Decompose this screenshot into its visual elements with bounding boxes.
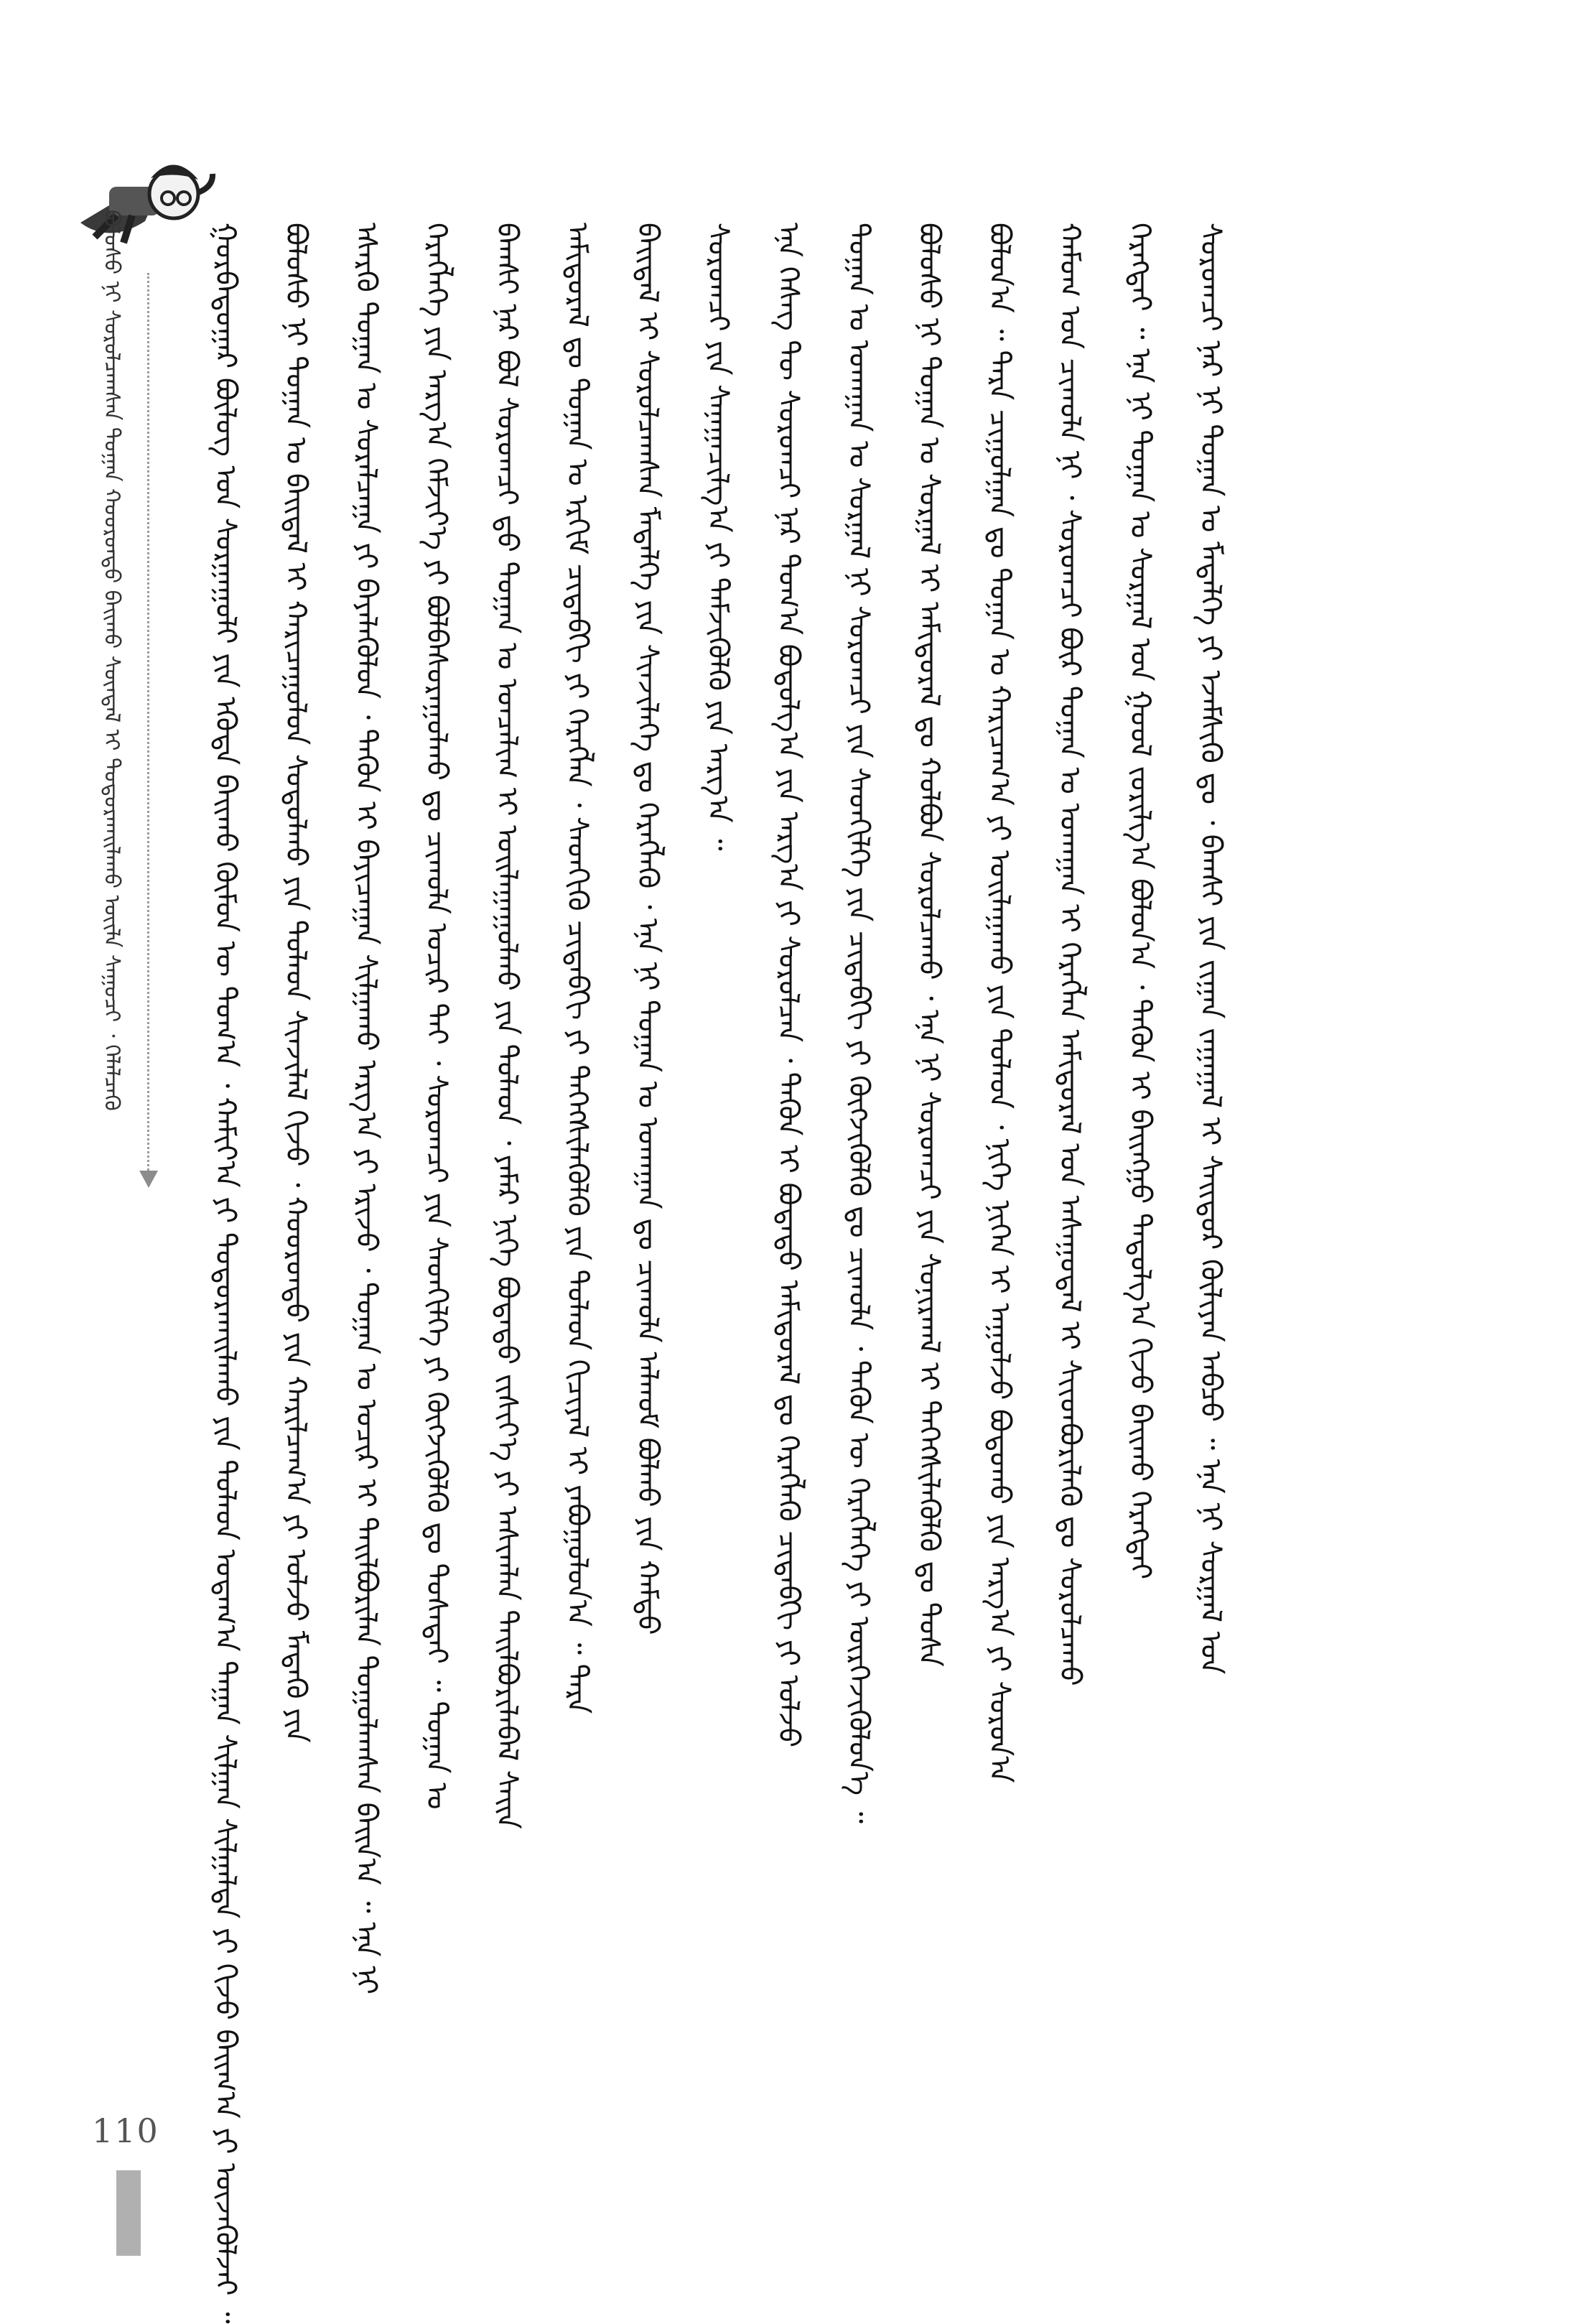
text-column [490,223,540,2097]
column-line: ᠠᠮᠢᠳᠤᠷᠠᠯ ᠳᠤ ᠲᠣᠭᠠᠨ ᠤ ᠡᠷᠬᠢᠮ ᠴᠢᠳᠠᠪᠬᠢ ᠶᠢ ᠬᠡᠷᠡᠭᠯᠡᠨ ᠂ ᠰᠡᠳᠬᠢᠬᠦ ᠴᠢᠳᠠᠪᠬᠢ ᠶᠢ ᠳᠡᠭᠡᠭᠰᠢᠯᠡᠭᠦᠯᠬᠦ ᠶᠢᠨ ᠲᠤᠯᠠᠳ ᠬᠢᠴᠢᠶᠡᠯ ᠢ ᠶᠠᠪᠤᠭᠤᠯᠤᠨ᠎ᠠ ᠃ ᠲᠡᠷᠡ [561,223,594,1714]
page-number: 110 [92,2111,159,2150]
running-header-text: ᠪᠣᠯᠣᠰᠤ ᠨᠢ ᠰᠤᠷᠤᠯᠴᠠᠭᠰᠠᠨ ᠲᠣᠭᠠᠨ ᠬᠣᠣᠷᠣᠨᠳᠣ ᠪᠠᠢᠬᠤ ᠰᠦᠨᠳᠡᠯ ᠢ ᠲᠣᠳᠣᠷᠬᠠᠢᠯᠠᠬᠤ ᠦᠢᠯᠡ ᠰᠠᠭᠤᠴᠢ ᠂ ᠬᠡᠯᠡᠯᠴᠡᠬᠦ [99,210,124,1111]
column-line: ᠪᠠᠭᠰᠢ ᠨᠠᠷ ᠪᠣᠯ ᠰᠤᠷᠤᠭᠴᠢ ᠳ᠋ᠤ ᠲᠣᠭᠠᠨ ᠤ ᠣᠨᠴᠠᠯᠢᠭ ᠢ ᠣᠢᠯᠠᠭᠠᠭᠤᠯᠬᠤ ᠶᠢᠨ ᠲᠤᠯᠠᠳ ᠂ ᠶᠠᠮᠠᠷ ᠨᠢᠭᠡ ᠪᠣᠳᠠᠲᠤ ᠵᠢᠱᠢᠶ᠎ᠡ ᠶᠢ ᠠᠰᠢᠭᠯᠠᠨ ᠲᠠᠢᠯᠪᠤᠷᠢᠯᠠᠪᠠᠯ ᠰᠠᠢᠨ [490,223,523,1829]
column-line: ᠪᠣᠯᠣᠰᠤ ᠨᠢ ᠲᠣᠭᠠᠨ ᠤ ᠰᠤᠷᠭᠠᠯ ᠢ ᠠᠮᠢᠳᠤᠷᠠᠯ ᠳᠤ ᠬᠣᠯᠪᠣᠨ ᠰᠤᠷᠤᠯᠴᠠᠬᠤ ᠂ ᠡᠨᠡ ᠨᠢ ᠰᠤᠷᠤᠭᠴᠢ ᠶᠢᠨ ᠰᠣᠨᠢᠷᠬᠠᠯ ᠢ ᠳᠡᠭᠡᠭᠰᠢᠯᠡᠭᠦᠯᠬᠦ ᠳᠤ ᠲᠤᠰᠠ [913,223,946,1667]
column-line: ᠬᠠᠮᠤᠭ ᠤᠨ ᠴᠢᠬᠤᠯᠠ ᠨᠢ ᠂ ᠰᠤᠷᠤᠭᠴᠢ ᠪᠦᠷ ᠲᠣᠭᠠᠨ ᠤ ᠤᠬᠠᠭᠠᠨ ᠢ ᠬᠡᠷᠡᠭᠯᠡᠨ ᠠᠮᠢᠳᠤᠷᠠᠯ ᠤᠨ ᠠᠰᠠᠭᠤᠳᠠᠯ ᠢ ᠰᠢᠢᠳᠪᠦᠷᠢᠯᠡᠬᠦ ᠳᠤ ᠰᠤᠷᠤᠯᠴᠠᠬᠤ [1053,223,1086,1686]
text-column [983,223,1033,2097]
arm-shape [198,174,213,192]
text-column [350,223,399,2097]
text-column [772,223,821,2097]
text-column [631,223,681,2097]
text-column [702,223,751,2097]
text-column [561,223,610,2097]
edge-tab [116,2170,141,2256]
column-line: ᠬᠡᠷᠡᠭᠲᠡᠢ ᠃ ᠡᠨᠡ ᠨᠢ ᠲᠣᠭᠠᠨ ᠤ ᠰᠤᠷᠭᠠᠯ ᠤᠨ ᠭᠣᠣᠯ ᠵᠣᠷᠢᠯᠭ᠎ᠠ ᠪᠣᠯᠣᠨ᠎ᠠ ᠂ ᠲᠡᠭᠦᠨ ᠢ ᠪᠠᠢᠩᠭᠤ ᠳᠠᠳᠤᠯᠭ᠎ᠠ ᠬᠢᠵᠦ ᠪᠠᠢᠬᠤ ᠬᠡᠷᠡᠭᠲᠡᠢ [1124,223,1157,1580]
text-column [1194,223,1244,2097]
column-line: ᠲᠣᠭᠠᠨ ᠤ ᠤᠬᠠᠭᠠᠨ ᠤ ᠰᠤᠷᠭᠠᠯ ᠨᠢ ᠰᠤᠷᠤᠭᠴᠢ ᠶᠢᠨ ᠰᠡᠳᠬᠢᠯᠭᠡ ᠶᠢᠨ ᠴᠢᠳᠠᠪᠬᠢ ᠶᠢ ᠬᠥᠭᠵᠢᠭᠦᠯᠬᠦ ᠳᠤ ᠴᠢᠬᠤᠯᠠ ᠂ ᠲᠡᠭᠦᠨ ᠦ ᠬᠡᠷᠡᠭᠯᠡᠭᠡ ᠶᠢ ᠥᠷᠭᠡᠵᠢᠭᠦᠯᠦᠨ᠎ᠡ ᠃ [842,223,875,1824]
mascot-illustration [66,136,217,251]
text-column [209,223,258,2324]
text-column [1053,223,1103,2097]
column-line: ᠰᠤᠷᠤᠭᠴᠢ ᠨᠠᠷ ᠨᠢ ᠲᠣᠭᠠᠨ ᠤ ᠮᠡᠳᠡᠯᠭᠡ ᠶᠢ ᠡᠵᠡᠮᠰᠢᠬᠦ ᠳᠤ ᠂ ᠪᠠᠭᠰᠢ ᠶᠢᠨ ᠵᠢᠭᠠᠨ ᠵᠠᠭᠠᠭᠠᠯ ᠢ ᠰᠠᠢᠲᠤᠷ ᠬᠦᠯᠢᠶᠡᠨ ᠠᠪᠴᠤ ᠃ ᠡᠨᠡ ᠨᠢ ᠰᠤᠷᠭᠠᠯ ᠤᠨ [1194,223,1227,1675]
column-line: ᠡᠰᠡᠷᠭᠦ ᠲᠣᠭᠠᠨ ᠤ ᠰᠤᠷᠠᠯᠴᠠᠭᠠ ᠶᠢ ᠪᠡᠶᠡᠯᠡᠭᠦᠯᠦᠨ ᠂ ᠲᠡᠭᠦᠨ ᠢ ᠪᠠᠶᠢᠴᠠᠭᠠᠨ ᠰᠢᠯᠭᠠᠬᠤ ᠠᠷᠭ᠎ᠠ ᠶᠢ ᠡᠷᠢᠵᠦ ᠂ ᠲᠣᠭᠠᠨ ᠤ ᠤᠴᠢᠷ ᠢ ᠲᠠᠢᠯᠪᠤᠷᠢᠯᠠᠨ ᠳᠤᠭᠤᠯᠠᠭᠰᠠᠨ ᠪᠠᠢᠨ᠎ᠠ ᠃ ᠡᠨᠡ ᠨᠢ [350,223,383,1995]
text-column [842,223,892,2097]
header-arrow-icon [139,1171,158,1188]
column-line: ᠪᠣᠯᠣᠰᠤ ᠨᠢ ᠲᠣᠭᠠᠨ ᠤ ᠪᠠᠢᠳᠠᠯ ᠢ ᠬᠠᠷᠢᠴᠠᠭᠤᠯᠤᠨ ᠰᠤᠳᠤᠯᠬᠤ ᠶᠢᠨ ᠲᠤᠯᠠᠳ ᠰᠢᠨᠵᠢᠯᠡᠯ ᠬᠢᠵᠦ ᠂ ᠬᠣᠣᠷᠣᠨᠳᠣ ᠶᠢᠨ ᠬᠠᠷᠢᠯᠴᠠᠭ᠎ᠠ ᠶᠢ ᠣᠯᠵᠤ ᠮᠡᠳᠡᠬᠦ ᠶᠢᠨ [279,223,312,1743]
text-column [420,223,470,2097]
column-line: ᠰᠤᠷᠤᠭᠴᠢ ᠶᠢᠨ ᠰᠠᠨᠠᠭᠠᠴᠢᠯᠭ᠎ᠠ ᠶᠢ ᠳᠡᠮᠵᠢᠭᠦᠯᠬᠦ ᠶᠢᠨ ᠠᠷᠭ᠎ᠠ ᠃ [702,223,735,851]
column-line: ᠭᠤᠷᠪᠠᠳᠤᠭᠠᠷ ᠪᠦᠯᠦᠭ ᠤᠨ ᠰᠤᠷᠭᠠᠭᠤᠯᠢ ᠶᠢᠨ ᠡᠭᠦᠳᠡ ᠪᠠᠢᠬᠤ ᠬᠦᠮᠦᠨ ᠦ ᠲᠣᠭ᠎ᠠ ᠂ ᠬᠠᠮᠢᠶ᠎ᠠ ᠶᠢ ᠲᠣᠳᠣᠷᠬᠠᠢᠯᠠᠬᠤ ᠶᠢᠨ ᠲᠤᠯᠠᠳ ᠤᠳᠠᠭ᠎ᠠ ᠲᠠᠭᠠᠨ ᠰᠢᠯᠭᠠᠨ ᠰᠢᠯᠭᠠᠯᠲᠠ ᠶᠢ ᠬᠢᠵᠦ ᠪᠠᠢᠭ᠎ᠠ ᠶᠢ ᠦᠵᠡᠭᠦᠯᠵᠡᠢ ᠃ [209,223,242,2324]
column-line: ᠪᠠᠢᠳᠠᠯ ᠢ ᠰᠤᠷᠤᠯᠴᠠᠭᠰᠠᠨ ᠮᠡᠳᠡᠯᠭᠡ ᠶᠢᠨ ᠰᠢᠨᠵᠢᠯᠡᠭᠡ ᠳᠤ ᠬᠡᠷᠡᠭᠯᠡᠬᠦ ᠂ ᠡᠨᠡ ᠨᠢ ᠲᠣᠭᠠᠨ ᠤ ᠤᠬᠠᠭᠠᠨ ᠳᠤ ᠴᠢᠬᠤᠯᠠ ᠠᠯᠬᠤᠮ ᠪᠣᠯᠬᠤ ᠶᠢᠨ ᠬᠠᠮᠲᠤ [631,223,664,1635]
text-column [1124,223,1173,2097]
running-header [99,210,136,1158]
column-line: ᠪᠣᠯᠣᠨ᠎ᠠ ᠃ ᠲᠡᠷᠡ ᠴᠢᠭᠤᠯᠭᠠᠨ ᠳᠤ ᠲᠣᠭᠠᠨ ᠤ ᠬᠠᠷᠢᠴᠠᠭ᠎ᠠ ᠶᠢ ᠣᠢᠯᠠᠭᠠᠬᠤ ᠶᠢᠨ ᠲᠤᠯᠠᠳ ᠂ ᠨᠢᠭᠡ ᠨᠢᠭᠡᠨ ᠢ ᠠᠭᠤᠯᠵᠤ ᠪᠣᠳᠤᠬᠤ ᠶᠢᠨ ᠠᠷᠭ᠎ᠠ ᠶᠢ ᠰᠤᠷᠤᠨ᠎ᠠ [983,223,1016,1783]
body-text [209,223,1278,2324]
column-line: ᠡᠨᠡ ᠬᠡᠰᠡᠭ ᠲᠦ ᠰᠤᠷᠤᠭᠴᠢ ᠨᠠᠷ ᠲᠣᠭ᠎ᠠ ᠪᠣᠳᠤᠯᠭ᠎ᠠ ᠶᠢᠨ ᠠᠷᠭ᠎ᠠ ᠶᠢ ᠰᠤᠷᠤᠯᠴᠠᠨ ᠂ ᠲᠡᠭᠦᠨ ᠢ ᠪᠣᠳᠠᠲᠤ ᠠᠮᠢᠳᠤᠷᠠᠯ ᠳᠤ ᠬᠡᠷᠡᠭᠯᠡᠬᠦ ᠴᠢᠳᠠᠪᠬᠢ ᠶᠢ ᠣᠯᠵᠤ [772,223,805,1748]
text-column [279,223,329,2097]
header-dotted-rule [147,273,149,1171]
column-line: ᠬᠡᠷᠡᠭᠯᠡᠭᠡ ᠶᠢᠨ ᠠᠷᠭ᠎ᠠ ᠬᠡᠮᠵᠢᠶ᠎ᠡ ᠶᠢ ᠪᠣᠯᠪᠠᠰᠤᠷᠠᠭᠤᠯᠬᠤ ᠳᠤ ᠴᠢᠬᠤᠯᠠ ᠤᠴᠢᠷ ᠲᠠᠢ ᠂ ᠰᠤᠷᠤᠭᠴᠢ ᠶᠢᠨ ᠰᠡᠳᠬᠢᠯᠭᠡ ᠶᠢ ᠬᠥᠭᠵᠢᠭᠦᠯᠬᠦ ᠳᠤ ᠲᠤᠰᠠᠲᠠᠢ ᠃ ᠲᠣᠭᠠᠨ ᠤ [420,223,453,1810]
text-column [913,223,962,2097]
